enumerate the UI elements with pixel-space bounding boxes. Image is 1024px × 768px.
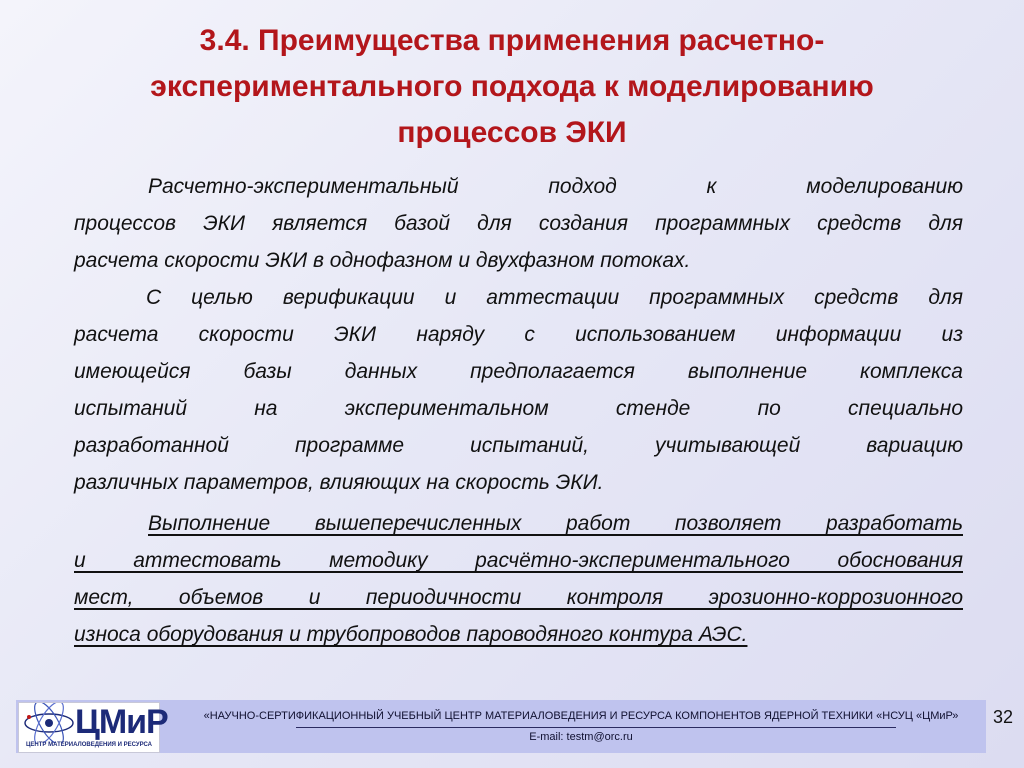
footer-email: E-mail: testm@orc.ru <box>529 731 633 743</box>
paragraph-2-line: С целью верификации и аттестации программных средств для <box>146 286 963 309</box>
paragraph-2-line: разработанной программе испытаний, учитывающей вариацию <box>74 434 963 457</box>
paragraph-3-line: износа оборудования и трубопроводов пароводяного контура АЭС. <box>74 623 748 646</box>
paragraph-3-line: Выполнение вышеперечисленных работ позволяет разработать <box>148 512 963 535</box>
paragraph-3 <box>74 505 963 653</box>
paragraph-1-line: расчета скорости ЭКИ в однофазном и двухфазном потоках. <box>74 249 691 272</box>
paragraph-2-line: расчета скорости ЭКИ наряду с использованием информации из <box>74 323 963 346</box>
footer-divider <box>296 727 896 728</box>
title-line-2: экспериментального подхода к моделированию <box>150 70 874 103</box>
footer-organization: «НАУЧНО-СЕРТИФИКАЦИОННЫЙ УЧЕБНЫЙ ЦЕНТР МАТЕРИАЛОВЕДЕНИЯ И РЕСУРСА КОМПОНЕНТОВ ЯДЕРНОЙ ТЕХНИКИ «НСУЦ «ЦМиР» <box>203 710 959 722</box>
title-line-3: процессов ЭКИ <box>397 116 627 149</box>
slide-body <box>74 168 963 653</box>
paragraph-2-line: различных параметров, влияющих на скорость ЭКИ. <box>74 471 604 494</box>
paragraph-2 <box>74 279 963 501</box>
paragraph-1-line: Расчетно-экспериментальный подход к моделированию <box>148 175 963 198</box>
logo-wordmark: ЦМиР <box>75 703 168 741</box>
slide-title <box>60 18 964 156</box>
organization-logo <box>18 702 168 753</box>
paragraph-1 <box>74 168 963 279</box>
title-line-1: 3.4. Преимущества применения расчетно- <box>199 24 825 57</box>
atom-orbit-icon <box>19 703 79 743</box>
paragraph-2-line: испытаний на экспериментальном стенде по специально <box>74 397 963 420</box>
paragraph-1-line: процессов ЭКИ является базой для создания программных средств для <box>74 212 963 235</box>
footer-band <box>16 700 986 753</box>
page-number: 32 <box>992 707 1014 727</box>
paragraph-3-line: и аттестовать методику расчётно-экспериментального обоснования <box>74 549 963 572</box>
paragraph-3-line: мест, объемов и периодичности контроля эрозионно-коррозионного <box>74 586 963 609</box>
paragraph-2-line: имеющейся базы данных предполагается выполнение комплекса <box>74 360 963 383</box>
logo-caption: ЦЕНТР МАТЕРИАЛОВЕДЕНИЯ И РЕСУРСА <box>26 742 152 748</box>
